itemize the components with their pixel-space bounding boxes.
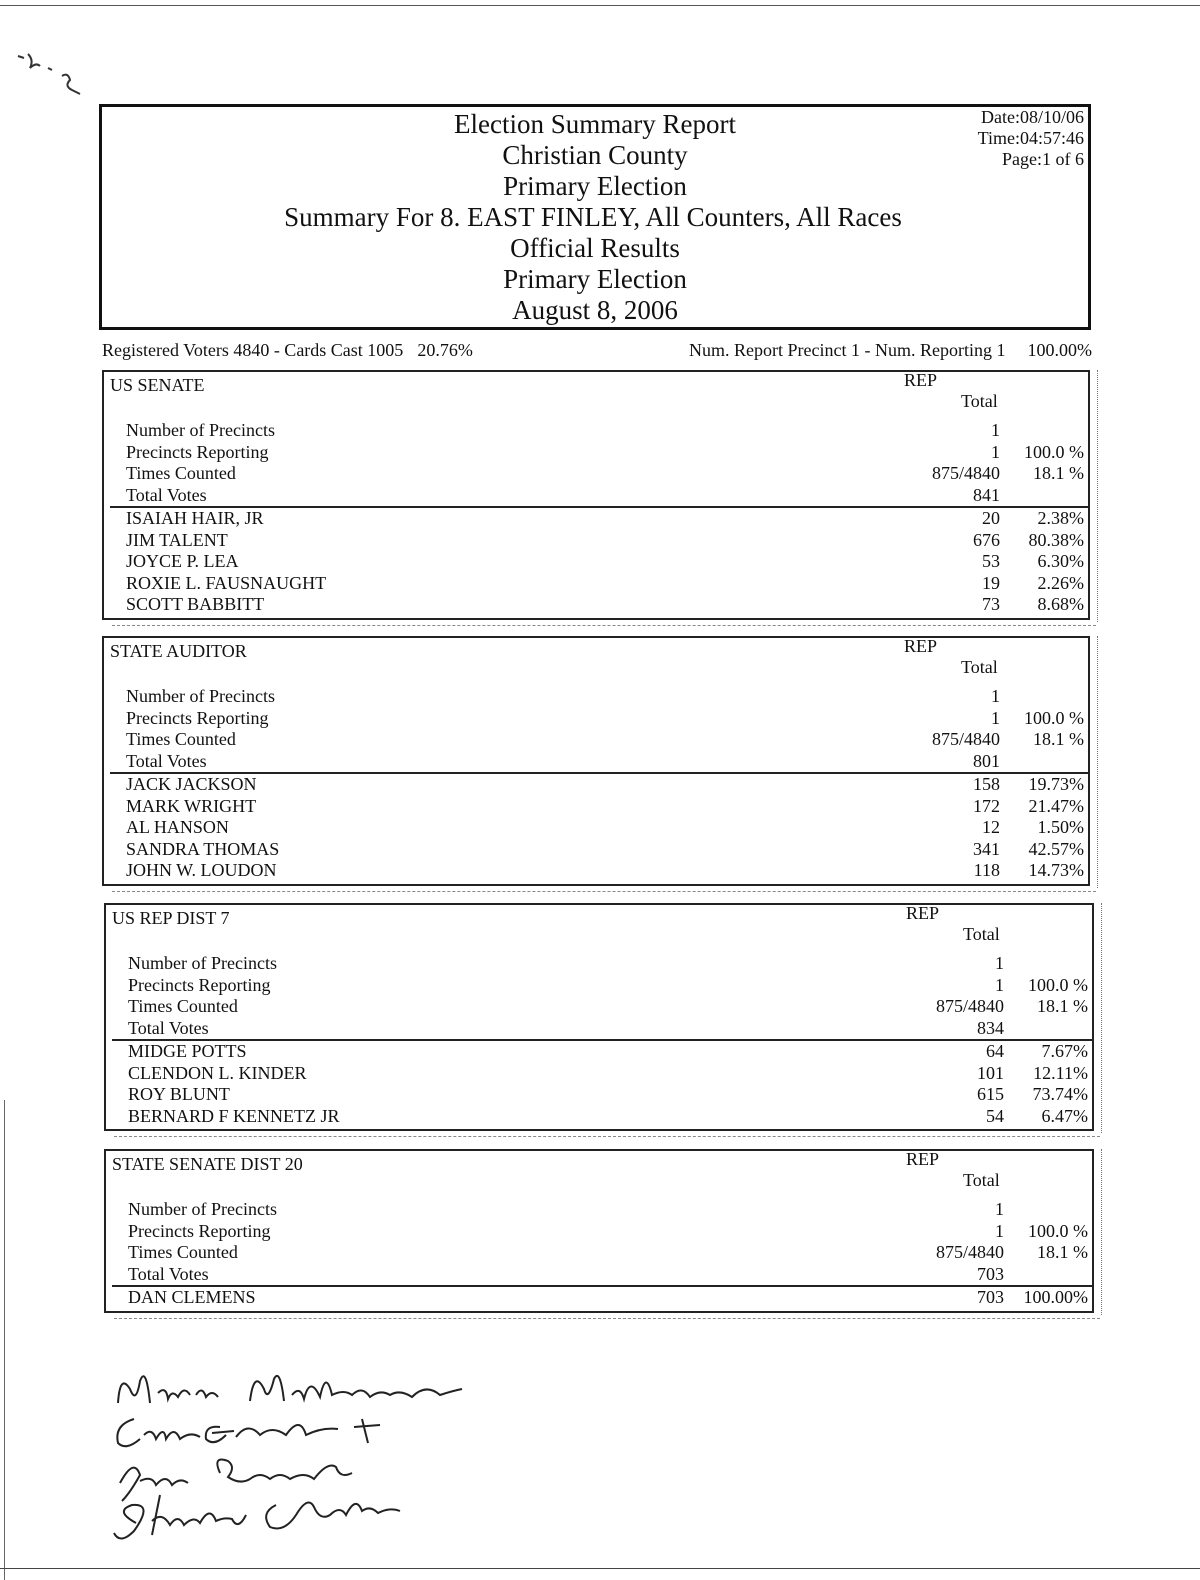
stat-row (106, 1264, 1092, 1286)
stat-row-label: Precincts Reporting (128, 1220, 271, 1241)
race-party: REP (904, 636, 938, 656)
report-time: Time:04:57:46 (977, 128, 1084, 148)
candidate-row-label: ISAIAH HAIR, JR (126, 508, 264, 528)
race-box (102, 636, 1090, 886)
stat-row-percent: 18.1 % (1037, 1242, 1088, 1262)
candidate-row-percent: 2.26% (1037, 572, 1084, 593)
scan-bottom-edge (0, 1568, 1200, 1569)
stat-row (104, 686, 1088, 708)
report-date: Date:08/10/06 (981, 107, 1084, 127)
candidate-row (104, 573, 1088, 595)
candidate-row-value: 341 (973, 838, 1000, 859)
candidate-row-value: 54 (986, 1105, 1004, 1126)
stat-row-label: Total Votes (128, 1017, 209, 1038)
stat-row-label: Precincts Reporting (126, 441, 269, 462)
candidate-row-percent: 73.74% (1032, 1084, 1088, 1104)
results-status: Official Results (510, 233, 680, 263)
stat-row (104, 420, 1088, 442)
candidate-row-value: 64 (986, 1041, 1004, 1061)
stat-row (106, 975, 1092, 997)
candidate-row-percent: 42.57% (1028, 838, 1084, 859)
stat-row (104, 485, 1088, 507)
candidate-row (104, 594, 1088, 616)
candidate-row-value: 158 (973, 774, 1000, 794)
candidate-row-label: CLENDON L. KINDER (128, 1062, 307, 1083)
stat-row-label: Precincts Reporting (126, 707, 269, 728)
candidate-row-value: 12 (982, 817, 1000, 837)
candidate-row (104, 774, 1088, 796)
candidate-row-percent: 21.47% (1028, 795, 1084, 816)
candidate-row-label: ROXIE L. FAUSNAUGHT (126, 572, 327, 593)
stat-row-percent: 100.0 % (1028, 974, 1088, 995)
race-box (104, 1149, 1094, 1313)
candidate-row-value: 19 (982, 572, 1000, 593)
race-party: REP (904, 370, 938, 390)
race-rows (106, 953, 1092, 1127)
scan-bottom-dashes (114, 1136, 1100, 1137)
candidate-row-value: 118 (973, 860, 1000, 880)
race-box (102, 370, 1090, 620)
scan-right-edge (1091, 370, 1098, 622)
candidate-row-label: ROY BLUNT (128, 1084, 230, 1104)
stat-row (106, 1221, 1092, 1243)
stat-row-value: 834 (977, 1017, 1004, 1038)
race-total-header: Total (961, 391, 998, 411)
stat-row-value: 703 (977, 1263, 1004, 1284)
candidate-row-label: AL HANSON (126, 817, 229, 837)
stat-row-label: Total Votes (128, 1263, 209, 1284)
candidate-row-percent: 6.30% (1037, 551, 1084, 571)
stat-row-label: Number of Precincts (126, 686, 275, 706)
candidate-row-label: JOYCE P. LEA (126, 551, 239, 571)
candidate-row-percent: 1.50% (1037, 817, 1084, 837)
county-name: Christian County (502, 140, 688, 170)
stat-row-label: Times Counted (126, 729, 236, 749)
race-title: US REP DIST 7 (112, 908, 230, 928)
race-party: REP (906, 903, 940, 923)
registered-voters-text: Registered Voters 4840 - Cards Cast 1005 (102, 340, 404, 360)
candidate-row (104, 530, 1088, 552)
turnout-percent: 20.76% (417, 340, 473, 360)
handwritten-signatures (100, 1355, 520, 1555)
stat-row (104, 708, 1088, 730)
candidate-row-percent: 19.73% (1028, 774, 1084, 794)
candidate-row (106, 1063, 1092, 1085)
candidate-row-label: JACK JACKSON (126, 774, 257, 794)
stat-row-label: Times Counted (126, 463, 236, 483)
stat-row-value: 1 (991, 441, 1000, 462)
stat-row-value: 1 (995, 1220, 1004, 1241)
race-total-header: Total (961, 657, 998, 677)
stat-row-percent: 100.0 % (1028, 1220, 1088, 1241)
report-header (99, 104, 1091, 330)
candidate-row-label: JIM TALENT (126, 529, 228, 550)
stat-row-label: Total Votes (126, 484, 207, 505)
stat-row-percent: 100.0 % (1024, 707, 1084, 728)
stat-row-value: 1 (995, 1199, 1004, 1219)
scan-bottom-dashes (112, 891, 1096, 892)
election-type: Primary Election (503, 171, 687, 201)
stat-row-label: Times Counted (128, 996, 238, 1016)
stat-row-label: Total Votes (126, 750, 207, 771)
race-box (104, 903, 1094, 1131)
candidate-row-percent: 2.38% (1037, 508, 1084, 528)
candidate-row-percent: 12.11% (1033, 1062, 1088, 1083)
scan-bottom-dashes (112, 625, 1096, 626)
stat-row (106, 1242, 1092, 1264)
handwritten-corner-mark-icon (14, 46, 104, 106)
candidate-row-percent: 14.73% (1028, 860, 1084, 880)
scan-top-edge (0, 5, 1200, 6)
candidate-row-label: JOHN W. LOUDON (126, 860, 277, 880)
candidate-row-value: 20 (982, 508, 1000, 528)
stat-row-label: Times Counted (128, 1242, 238, 1262)
stat-row (106, 996, 1092, 1018)
stat-row (106, 1199, 1092, 1221)
stat-row-value: 1 (995, 974, 1004, 995)
candidate-row (106, 1106, 1092, 1128)
race-party: REP (906, 1149, 940, 1169)
stat-row-label: Number of Precincts (128, 953, 277, 973)
summary-scope: Summary For 8. EAST FINLEY, All Counters, All Races (284, 202, 902, 232)
election-type-repeat: Primary Election (503, 264, 687, 294)
candidate-row-label: MIDGE POTTS (128, 1041, 247, 1061)
stat-row (104, 751, 1088, 773)
candidate-row-percent: 100.00% (1023, 1287, 1088, 1307)
election-date: August 8, 2006 (512, 295, 678, 325)
candidate-row-value: 676 (973, 529, 1000, 550)
candidate-row-label: SCOTT BABBITT (126, 594, 265, 614)
candidate-row-value: 73 (982, 594, 1000, 614)
precinct-reporting-summary (689, 340, 1092, 361)
stat-row-value: 875/4840 (935, 1242, 1004, 1262)
candidate-row (106, 1041, 1092, 1063)
stat-row-percent: 18.1 % (1033, 729, 1084, 749)
stat-row-percent: 18.1 % (1037, 996, 1088, 1016)
race-total-header: Total (963, 1170, 1000, 1190)
stat-row-value: 1 (991, 420, 1000, 440)
scan-right-edge (1091, 636, 1098, 888)
candidate-row-value: 172 (973, 795, 1000, 816)
candidate-row-percent: 6.47% (1041, 1105, 1088, 1126)
race-title: US SENATE (110, 375, 205, 395)
candidate-row (104, 508, 1088, 530)
report-meta (978, 107, 1084, 170)
stat-row-label: Number of Precincts (128, 1199, 277, 1219)
report-title-block (102, 109, 1088, 326)
race-total-header: Total (963, 924, 1000, 944)
candidate-row-percent: 8.68% (1037, 594, 1084, 614)
stat-row-percent: 100.0 % (1024, 441, 1084, 462)
candidate-row (106, 1084, 1092, 1106)
scan-bottom-dashes (114, 1318, 1100, 1319)
stat-row (106, 953, 1092, 975)
stat-row (106, 1018, 1092, 1040)
candidate-row-value: 101 (977, 1062, 1004, 1083)
race-rows (104, 420, 1088, 616)
candidate-row (104, 796, 1088, 818)
stat-row-label: Precincts Reporting (128, 974, 271, 995)
scan-left-edge (4, 1100, 5, 1580)
stat-row-value: 801 (973, 750, 1000, 771)
candidate-row-label: MARK WRIGHT (126, 795, 257, 816)
race-title: STATE SENATE DIST 20 (112, 1154, 303, 1174)
registered-voters-summary (102, 340, 473, 361)
stat-row-value: 875/4840 (935, 996, 1004, 1016)
candidate-row (104, 860, 1088, 882)
candidate-row-value: 615 (977, 1084, 1004, 1104)
stat-row (104, 463, 1088, 485)
stat-row-value: 1 (991, 686, 1000, 706)
candidate-row (104, 817, 1088, 839)
precinct-reporting-text: Num. Report Precinct 1 - Num. Reporting 1 (689, 340, 1006, 360)
candidate-row-percent: 7.67% (1041, 1041, 1088, 1061)
candidate-row-label: BERNARD F KENNETZ JR (128, 1105, 340, 1126)
stat-row-value: 1 (995, 953, 1004, 973)
scan-right-edge (1095, 903, 1102, 1133)
stat-row-value: 841 (973, 484, 1000, 505)
candidate-row-label: DAN CLEMENS (128, 1287, 256, 1307)
stat-row (104, 729, 1088, 751)
scan-right-edge (1095, 1149, 1102, 1315)
race-rows (104, 686, 1088, 882)
stat-row-label: Number of Precincts (126, 420, 275, 440)
stat-row-value: 1 (991, 707, 1000, 728)
candidate-row-value: 53 (982, 551, 1000, 571)
candidate-row (104, 551, 1088, 573)
candidate-row-value: 703 (977, 1287, 1004, 1307)
signature-block (100, 1355, 520, 1555)
stat-row-value: 875/4840 (931, 463, 1000, 483)
stat-row-percent: 18.1 % (1033, 463, 1084, 483)
report-page: Page:1 of 6 (1002, 149, 1084, 169)
stat-row-value: 875/4840 (931, 729, 1000, 749)
precinct-reporting-percent: 100.00% (1027, 340, 1092, 360)
stat-row (104, 442, 1088, 464)
race-title: STATE AUDITOR (110, 641, 247, 661)
candidate-row-label: SANDRA THOMAS (126, 838, 280, 859)
report-title: Election Summary Report (454, 109, 736, 139)
race-rows (106, 1199, 1092, 1309)
candidate-row (104, 839, 1088, 861)
candidate-row-percent: 80.38% (1028, 529, 1084, 550)
candidate-row (106, 1287, 1092, 1309)
